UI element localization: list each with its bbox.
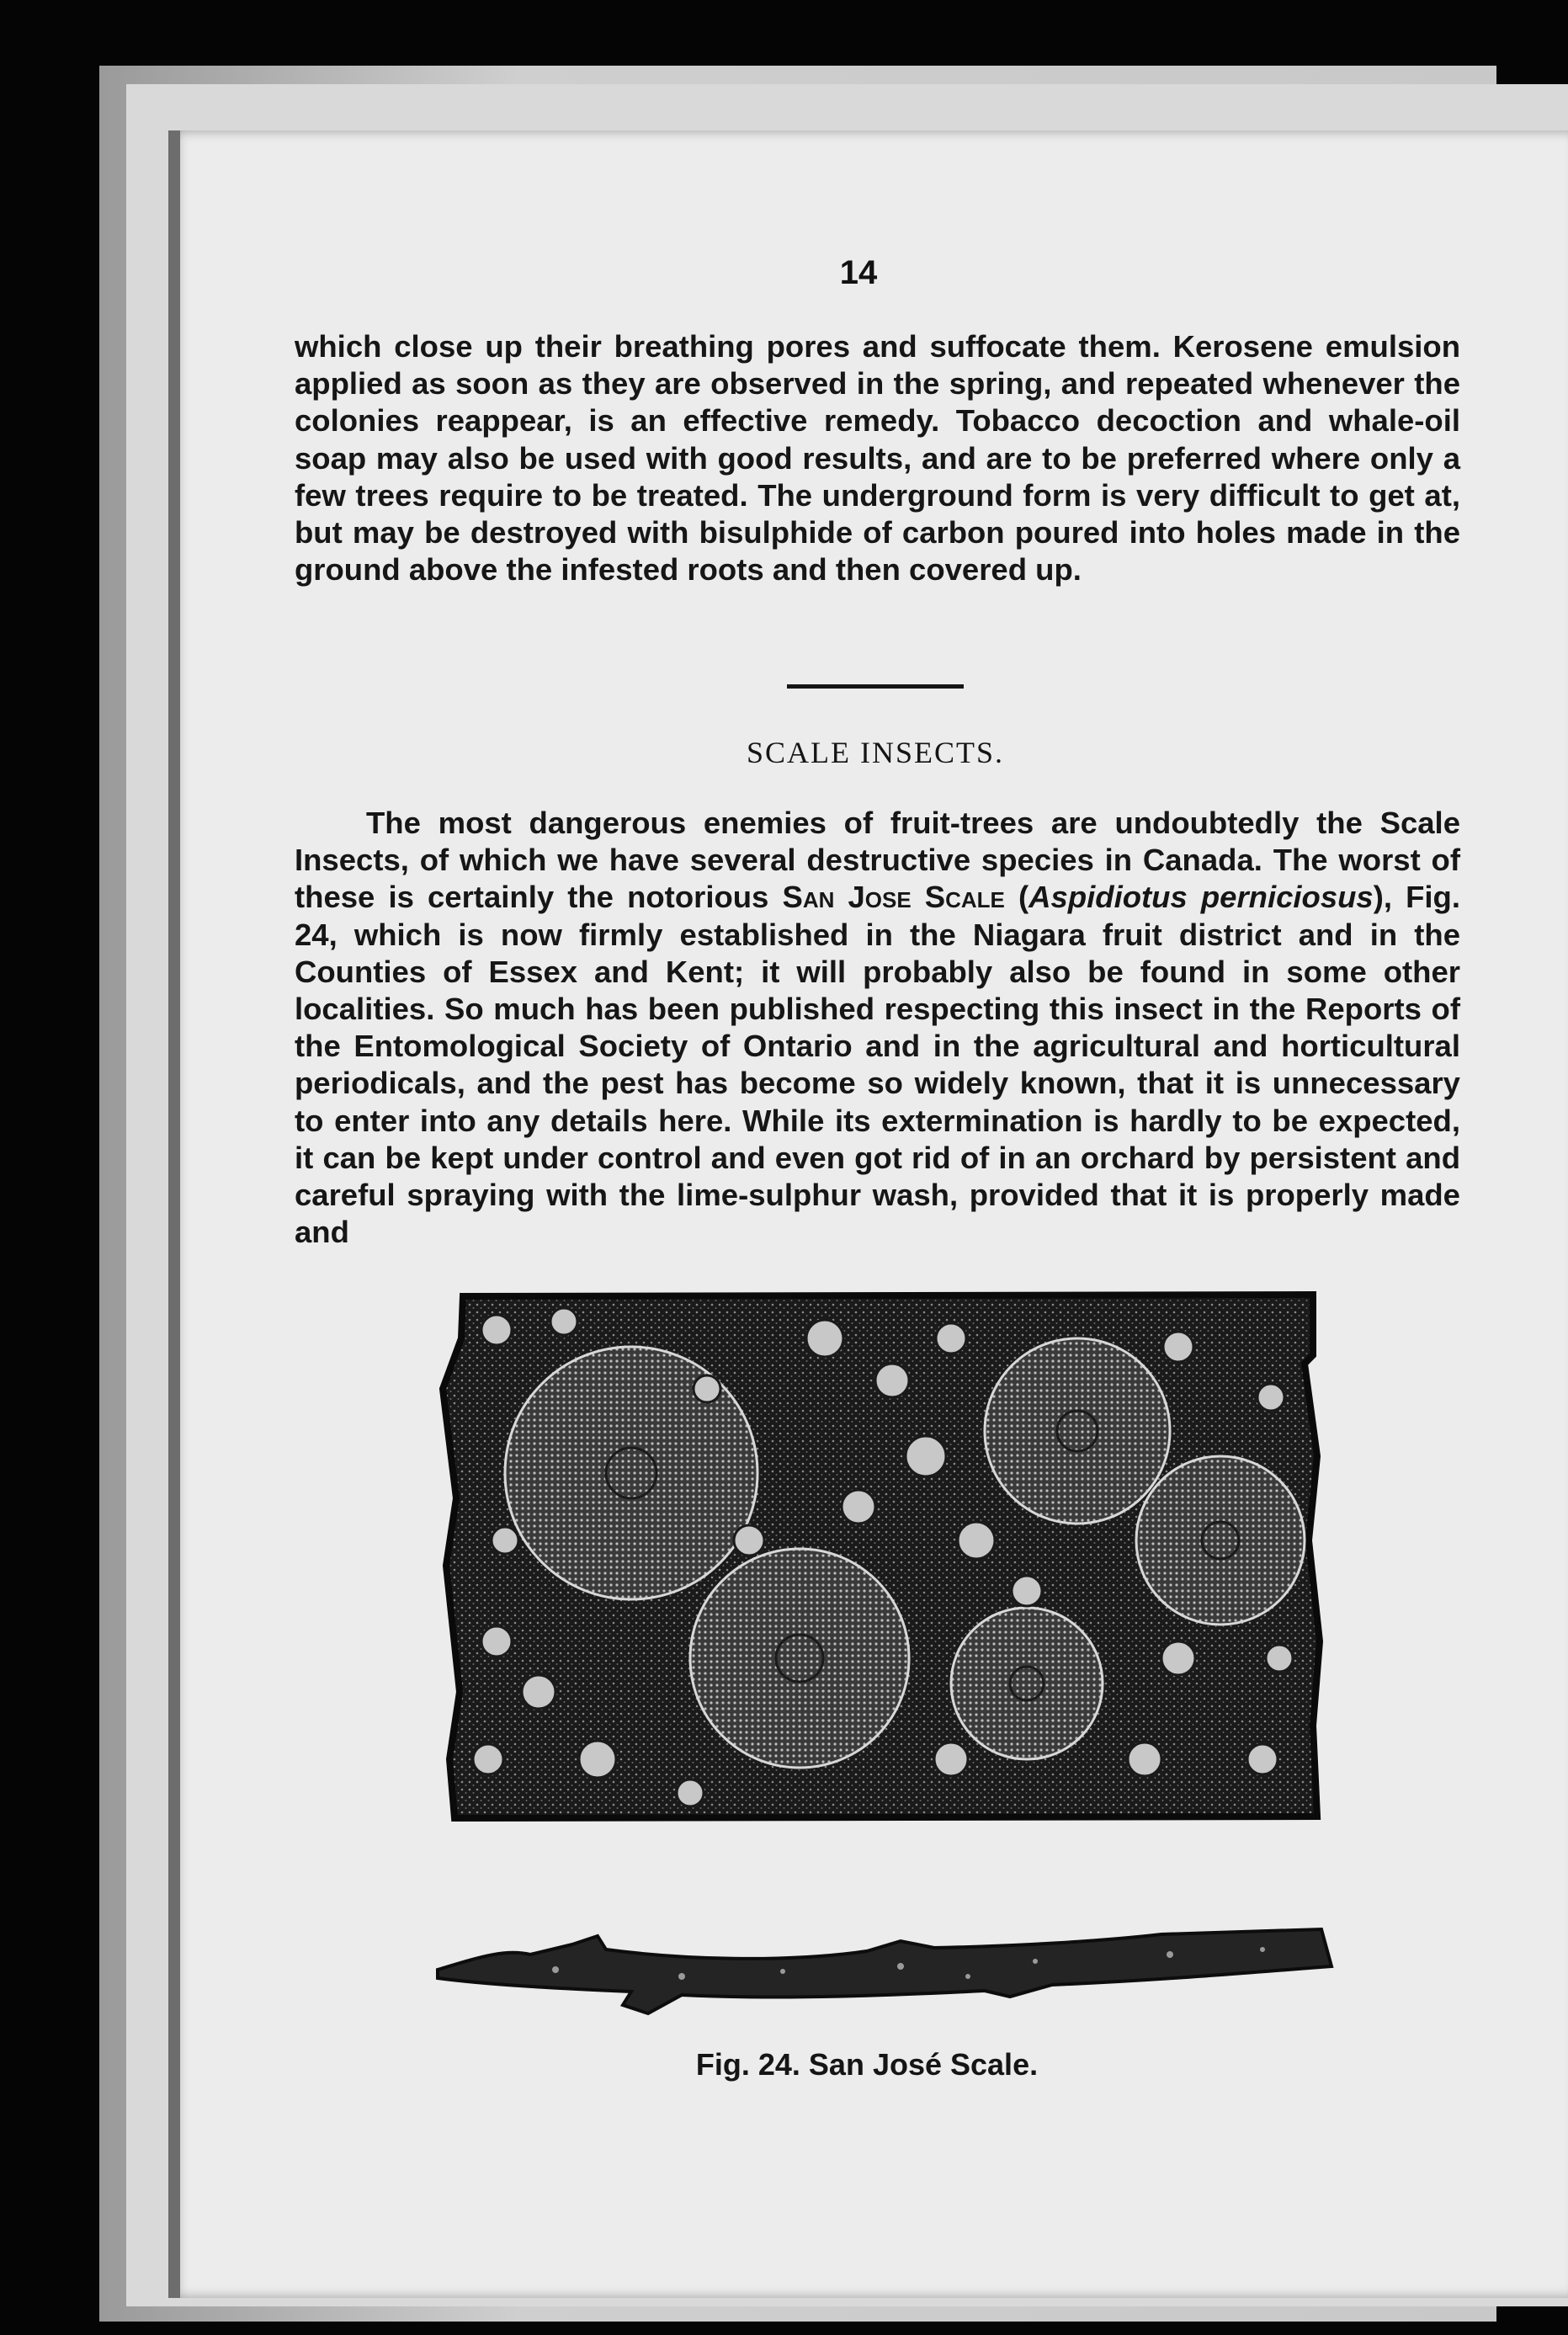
- para2-text-end: ), Fig. 24, which is now firmly established in the Niagara fruit district and in the Counties of Essex and Kent; it will probably also be found in some other localities. So much has been published respecting this insect in the Reports of the Entomological Society of Ontario and in the agricultural and horticultural periodicals, and the pest has become so widely known, that it is unnecessary to enter into any details here. While its extermination is hardly to be expected, it can be kept under control and even got rid of in an orchard by persistent and careful spraying with the lime-sulphur wash, provided that it is properly made and: [295, 880, 1460, 1250]
- paragraph-scale-insects: [295, 805, 1460, 1251]
- figure-caption: Fig. 24. San José Scale.: [695, 2047, 1039, 2082]
- para2-text-start: The most dangerous enemies of fruit-trees are undoubtedly the Scale Insects, of which we have several destructive species in Canada. The worst of these is certainly the notorious: [295, 806, 1460, 915]
- section-heading: SCALE INSECTS.: [746, 736, 1005, 769]
- paragraph-aphis-remedies: which close up their breathing pores and suffocate them. Kerosene emulsion applied as soon as they are observed in the spring, and repeated whenever the colonies reappear, is an effective remedy. Tobacco decoction and whale-oil soap may also be used with good results, and are to be preferred where only a few trees require to be treated. The underground form is very difficult to get at, but may be destroyed with bisulphide of carbon poured into holes made in the ground above the infested roots and then covered up.: [295, 329, 1460, 588]
- page-gutter: [168, 130, 180, 2298]
- twig-engraving: [429, 1911, 1338, 2020]
- species-name: Aspidiotus perniciosus: [1029, 880, 1374, 915]
- san-jose-scale-term: San Jose Scale: [782, 880, 1005, 915]
- page-number: 14: [839, 254, 878, 291]
- para2-open-paren: (: [1004, 880, 1029, 915]
- section-divider: [787, 684, 964, 689]
- scale-engraving-figure: [438, 1288, 1330, 1827]
